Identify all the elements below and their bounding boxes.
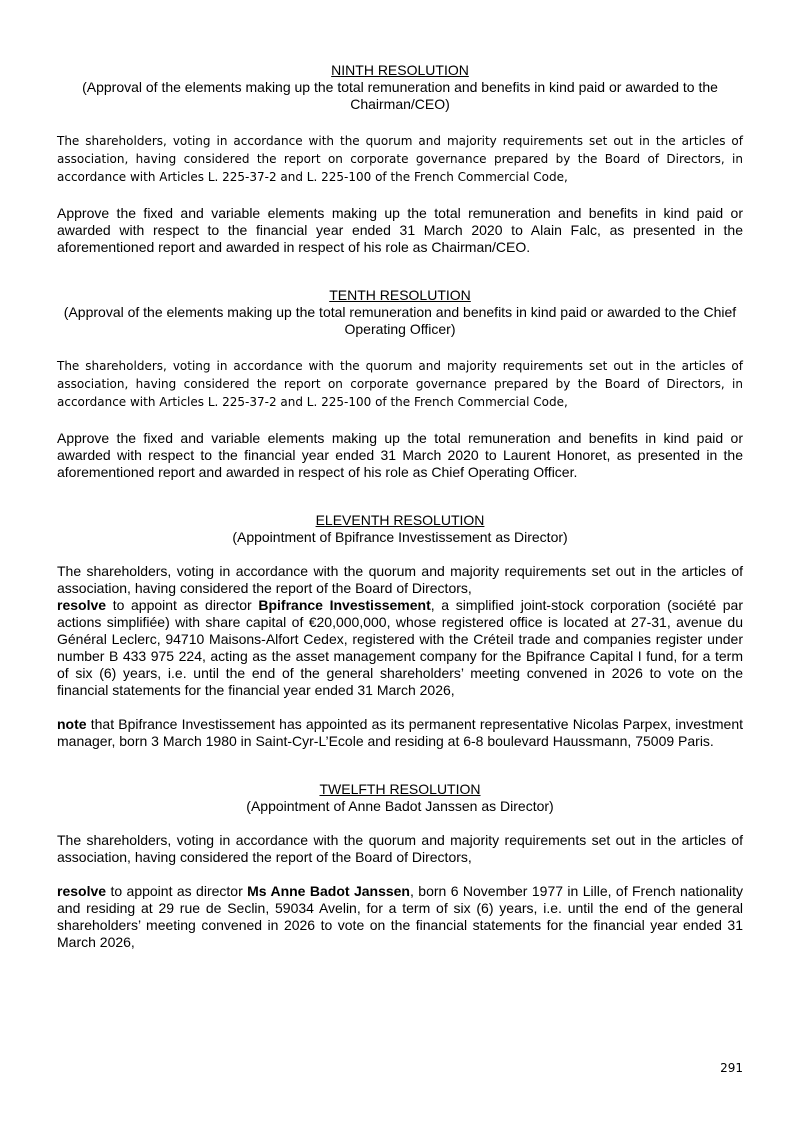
resolution-title: TWELFTH RESOLUTION [319, 781, 481, 797]
note-keyword: note [57, 716, 87, 732]
resolution-title: TENTH RESOLUTION [329, 287, 471, 303]
resolution-subtitle: (Approval of the elements making up the total remuneration and benefits in kind paid or awarded to the Chief Operating Officer) [63, 304, 737, 337]
resolve-text: to appoint as director [106, 883, 248, 899]
resolution-tenth [57, 287, 743, 481]
resolve-text: to appoint as director [106, 597, 259, 613]
appointee-name: Ms Anne Badot Janssen [247, 883, 410, 899]
resolution-resolve [57, 597, 743, 699]
page-number: 291 [720, 1061, 743, 1075]
resolution-body: Approve the fixed and variable elements making up the total remuneration and benefits in kind paid or awarded with respect to the financial year ended 31 March 2020 to Alain Falc, as presented in the aforementioned report and awarded in respect of his role as Chairman/CEO. [57, 205, 743, 255]
resolution-note [57, 716, 743, 750]
resolution-preamble: The shareholders, voting in accordance with the quorum and majority requirements set out in the articles of association, having considered the report of the Board of Directors, [57, 563, 743, 596]
resolution-preamble: The shareholders, voting in accordance with the quorum and majority requirements set out in the articles of association, having considered the report on corporate governance prepared by the Board of Directors, in accordance with Articles L. 225-37-2 and L. 225-100 of the French Commercial Code, [57, 359, 743, 409]
resolution-twelfth [57, 781, 743, 951]
resolution-subtitle: (Appointment of Anne Badot Janssen as Director) [246, 798, 554, 814]
resolution-body: Approve the fixed and variable elements making up the total remuneration and benefits in kind paid or awarded with respect to the financial year ended 31 March 2020 to Laurent Honoret, as presented in the aforementioned report and awarded in respect of his role as Chief Operating Officer. [57, 430, 743, 480]
resolution-ninth [57, 62, 743, 256]
resolution-resolve [57, 883, 743, 951]
resolution-subtitle: (Appointment of Bpifrance Investissement as Director) [232, 529, 568, 545]
resolve-keyword: resolve [57, 597, 107, 613]
resolution-eleventh [57, 512, 743, 750]
appointee-name: Bpifrance Investissement [258, 597, 431, 613]
resolve-details: , a simplified joint-stock corporation (société par actions simplifiée) with share capital of €20,000,000, whose registered office is located at 27-31, avenue du Général Leclerc, 94710 Maisons-Alfort Cedex, registered with the Créteil trade and companies register under number B 433 975 224, acting as the asset management company for the Bpifrance Capital I fund, for a term of six (6) years, i.e. until the end of the general shareholders’ meeting convened in 2026 to vote on the financial statements for the financial year ended 31 March 2026, [57, 597, 744, 698]
document-page [57, 62, 743, 951]
resolution-subtitle: (Approval of the elements making up the total remuneration and benefits in kind paid or awarded to the Chairman/CEO) [82, 79, 718, 112]
resolve-details: , born 6 November 1977 in Lille, of French nationality and residing at 29 rue de Seclin, 59034 Avelin, for a term of six (6) years, i.e. until the end of the general shareholders’ meeting convened in 2026 to vote on the financial statements for the financial year ended 31 March 2026, [57, 883, 744, 950]
note-text: that Bpifrance Investissement has appointed as its permanent representative Nicolas Parpex, investment manager, born 3 March 1980 in Saint-Cyr-L’Ecole and residing at 6-8 boulevard Haussmann, 75009 Paris. [57, 716, 743, 749]
resolution-preamble: The shareholders, voting in accordance with the quorum and majority requirements set out in the articles of association, having considered the report of the Board of Directors, [57, 832, 743, 865]
resolve-keyword: resolve [57, 883, 107, 899]
resolution-preamble: The shareholders, voting in accordance with the quorum and majority requirements set out in the articles of association, having considered the report on corporate governance prepared by the Board of Directors, in accordance with Articles L. 225-37-2 and L. 225-100 of the French Commercial Code, [57, 134, 743, 184]
resolution-title: ELEVENTH RESOLUTION [315, 512, 485, 528]
resolution-title: NINTH RESOLUTION [331, 62, 469, 78]
